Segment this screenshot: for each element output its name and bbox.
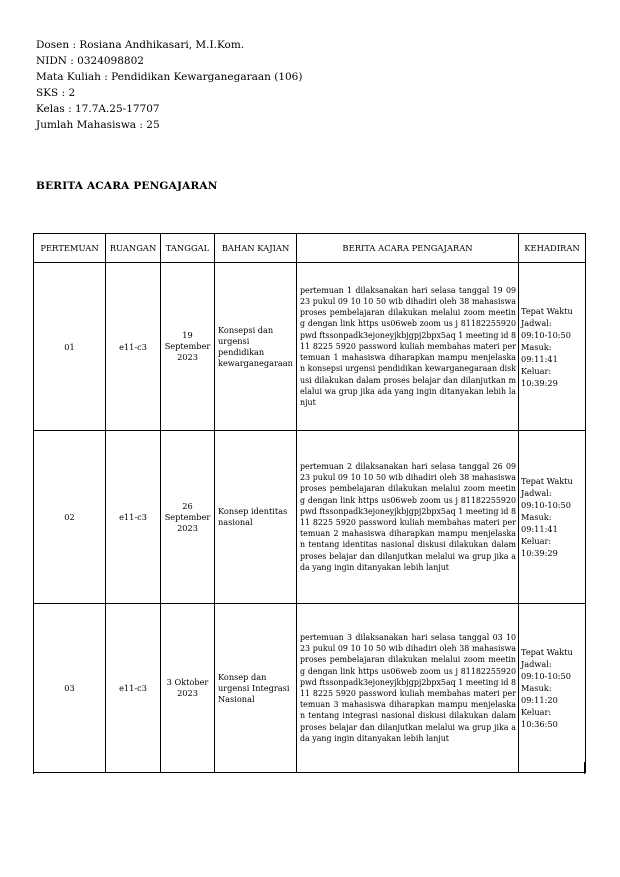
meeting-number: 01 [34, 263, 106, 431]
col-header-bahan-kajian: BAHAN KAJIAN [215, 234, 297, 263]
course-name: Mata Kuliah : Pendidikan Kewarganegaraan (106) [36, 71, 303, 83]
table-row [34, 604, 586, 773]
check-out-label: Keluar: [521, 365, 552, 376]
room: e11-c3 [106, 431, 161, 604]
room: e11-c3 [106, 604, 161, 773]
topic: Konsepsi dan urgensi pendidikan kewarganegaraan [215, 263, 297, 431]
class-code: Kelas : 17.7A.25-17707 [36, 103, 160, 115]
lecturer-nidn: NIDN : 0324098802 [36, 55, 144, 67]
table-continuation [33, 762, 585, 774]
attendance [519, 431, 586, 604]
table-row [34, 431, 586, 604]
document-title: BERITA ACARA PENGAJARAN [36, 180, 218, 192]
date: 3 Oktober 2023 [161, 604, 215, 773]
schedule-label: Jadwal: [521, 488, 552, 498]
col-header-ruangan: RUANGAN [106, 234, 161, 263]
schedule-time: 09:10-10:50 [521, 500, 571, 510]
check-out-time: 10:39:29 [521, 548, 558, 558]
col-header-tanggal: TANGGAL [161, 234, 215, 263]
check-in-label: Masuk: [521, 512, 552, 522]
meeting-number: 03 [34, 604, 106, 773]
room: e11-c3 [106, 263, 161, 431]
attendance-status: Tepat Waktu [521, 647, 573, 657]
teaching-log-table [33, 233, 586, 773]
attendance [519, 263, 586, 431]
attendance-status: Tepat Waktu [521, 476, 573, 486]
col-header-pertemuan: PERTEMUAN [34, 234, 106, 263]
schedule-time: 09:10-10:50 [521, 329, 571, 340]
check-in-time: 09:11:41 [521, 524, 558, 534]
lecturer-info [36, 37, 302, 133]
course-credits: SKS : 2 [36, 87, 76, 99]
table-header-row [34, 234, 586, 263]
schedule-label: Jadwal: [521, 659, 552, 669]
check-out-time: 10:36:50 [521, 719, 558, 729]
check-in-label: Masuk: [521, 683, 552, 693]
topic: Konsep dan urgensi Integrasi Nasional [215, 604, 297, 773]
check-out-label: Keluar: [521, 536, 552, 546]
check-in-time: 09:11:20 [521, 695, 558, 705]
lecturer-name: Dosen : Rosiana Andhikasari, M.I.Kom. [36, 39, 245, 51]
topic: Konsep identitas nasional [215, 431, 297, 604]
check-out-label: Keluar: [521, 707, 552, 717]
check-in-label: Masuk: [521, 341, 552, 352]
attendance-status: Tepat Waktu [521, 305, 573, 316]
session-report: pertemuan 1 dilaksanakan hari selasa tanggal 19 09 23 pukul 09 10 10 50 wib dihadiri oleh 38 mahasiswa proses pembelajaran dilakukan melalui zoom meeting dengan link https us06web zoom us j 81182255920 pwd ftssonpadk3ejoneyjkbjgpj2bpx5aq 1 meeting id 811 8225 5920 password kuliah membahas materi pertemuan 1 mahasiswa diharapkan mampu menjelaskan konsepsi urgensi pendidikan kewarganegaraan diskusi dilakukan dalam proses belajar dan dilanjutkan melalui wa grup jika ada yang ingin ditanyakan lebih lanjut [297, 263, 519, 431]
session-report: pertemuan 3 dilaksanakan hari selasa tanggal 03 10 23 pukul 09 10 10 50 wib dihadiri oleh 38 mahasiswa proses pembelajaran dilakukan melalui zoom meeting dengan link https us06web zoom us j 81182255920 pwd ftssonpadk3ejoneyjkbjgpj2bpx5aq 1 meeting id 811 8225 5920 password kuliah membahas materi pertemuan 3 mahasiswa diharapkan mampu menjelaskan tentang integrasi nasional diskusi dilakukan dalam proses belajar dan dilanjutkan melalui wa grup jika ada yang ingin ditanyakan lebih lanjut [297, 604, 519, 773]
meeting-number: 02 [34, 431, 106, 604]
session-report: pertemuan 2 dilaksanakan hari selasa tanggal 26 09 23 pukul 09 10 10 50 wib dihadiri oleh 38 mahasiswa proses pembelajaran dilakukan melalui zoom meeting dengan link https us06web zoom us j 81182255920 pwd ftssonpadk3ejoneyjkbjgpj2bpx5aq 1 meeting id 811 8225 5920 password kuliah membahas materi pertemuan 2 mahasiswa diharapkan mampu menjelaskan tentang identitas nasional diskusi dilakukan dalam proses belajar dan dilanjutkan melalui wa grup jika ada yang ingin ditanyakan lebih lanjut [297, 431, 519, 604]
col-header-berita-acara: BERITA ACARA PENGAJARAN [297, 234, 519, 263]
check-out-time: 10:39:29 [521, 377, 558, 388]
date: 26 September 2023 [161, 431, 215, 604]
table-row [34, 263, 586, 431]
check-in-time: 09:11:41 [521, 353, 558, 364]
col-header-kehadiran: KEHADIRAN [519, 234, 586, 263]
schedule-label: Jadwal: [521, 317, 552, 328]
student-count: Jumlah Mahasiswa : 25 [36, 119, 160, 131]
schedule-time: 09:10-10:50 [521, 671, 571, 681]
date: 19 September 2023 [161, 263, 215, 431]
attendance [519, 604, 586, 773]
